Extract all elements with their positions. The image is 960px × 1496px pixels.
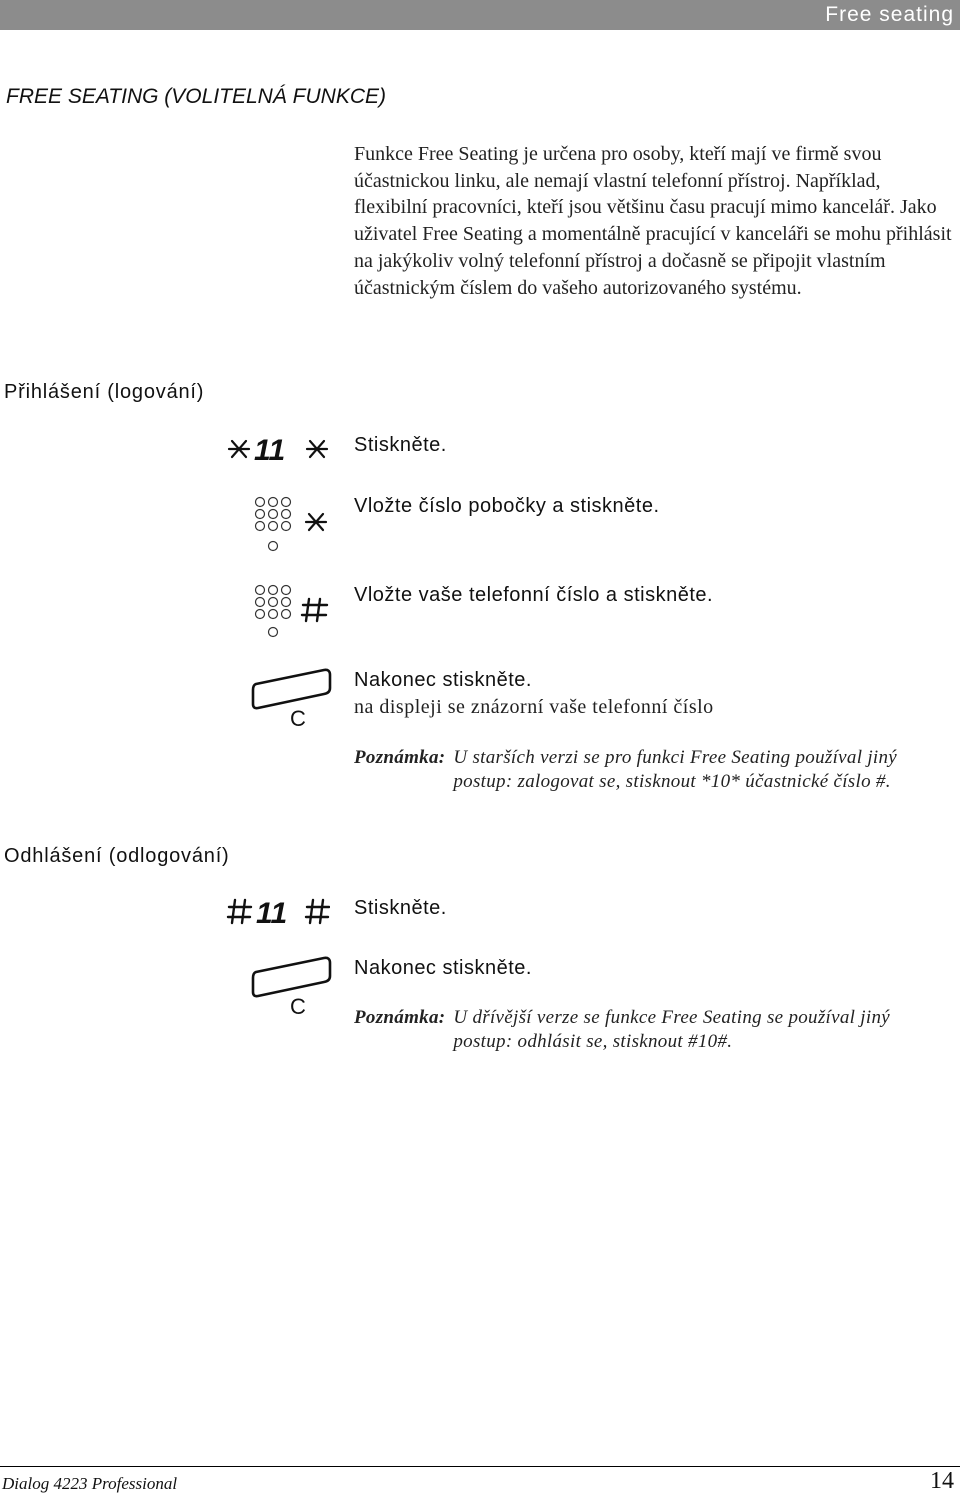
logout-code-step-text: Stiskněte. [354,897,447,919]
login-finish-subtext: na displeji se znázorní vaše telefonní číslo [354,696,714,718]
intro-paragraph: Funkce Free Seating je určena pro osoby, kteří mají ve firmě svou účastnickou linku, ale nemají vlastní telefonní přístroj. Například, flexibilní pracovníci, kteří jsou většinu času pracují mimo kancelář. Jako uživatel Free Seating a momentálně pracující v kanceláři se mohu přihlásit na jakýkoliv volný telefonní přístroj a dočasně se připojit vlastním účastnickým číslem do vašeho autorizovaného systému. [354,143,952,299]
login-note [354,746,954,794]
login-finish-step-text: Nakonec stiskněte. [354,669,532,691]
clear-key-icon [250,666,334,735]
code-label-login: 11 [254,434,286,464]
logout-heading: Odhlášení (odlogování) [4,845,230,867]
keypad-hash-icon [254,584,334,647]
logout-note [354,1006,954,1054]
section-title: FREE SEATING (VOLITELNÁ FUNKCE) [6,85,386,108]
header-bar [0,0,960,30]
header-title: Free seating [825,3,954,26]
logout-note-text: U dřívější verze se funkce Free Seating se používal jiný postup: odhlásit se, stisknout #10#. [453,1007,890,1052]
footer-divider [0,1466,960,1467]
keypad-star-icon [254,496,334,559]
login-phone-number-step-text: Vložte vaše telefonní číslo a stiskněte. [354,584,714,606]
logout-finish-step-text: Nakonec stiskněte. [354,957,532,979]
footer-page-number: 14 [930,1468,954,1494]
login-extension-step-text: Vložte číslo pobočky a stiskněte. [354,495,660,517]
footer-product-name: Dialog 4223 Professional [2,1474,178,1493]
star-11-star-code-icon [226,434,330,469]
login-note-text: U starších verzi se pro funkci Free Seating používal jiný postup: zalogovat se, stisknout *10* účastnické číslo #. [453,747,898,792]
clear-key-icon [250,954,334,1023]
hash-11-hash-code-icon [226,896,330,933]
login-code-step-text: Stiskněte. [354,434,447,456]
login-note-label: Poznámka: [354,747,446,768]
svg-text:11: 11 [256,897,288,928]
clear-key-label: C [290,994,306,1018]
login-heading: Přihlášení (logování) [4,381,205,403]
logout-note-label: Poznámka: [354,1007,446,1028]
clear-key-label: C [290,706,306,730]
